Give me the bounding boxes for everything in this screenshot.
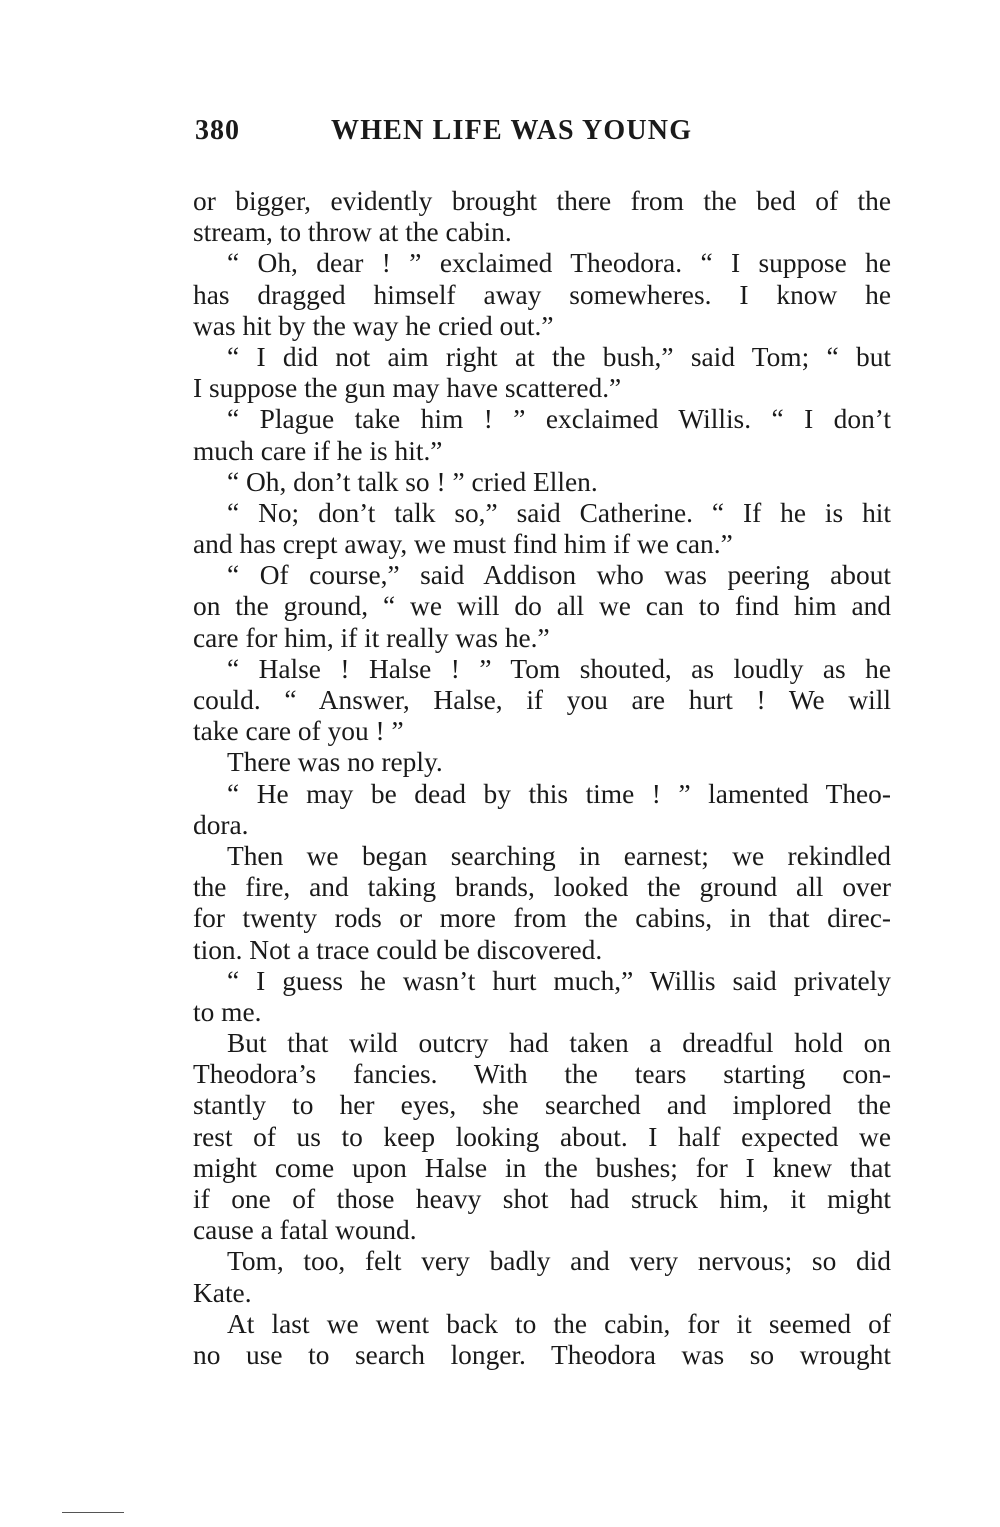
running-head [195, 115, 755, 155]
text-line: But that wild outcry had taken a dreadful hold on [227, 1028, 891, 1059]
text-line: the fire, and taking brands, looked the ground all over [193, 872, 891, 903]
text-line: “ Plague take him ! ” exclaimed Willis. “ I don’t [227, 404, 891, 435]
text-line: was hit by the way he cried out.” [193, 310, 554, 341]
text-line: At last we went back to the cabin, for it seemed of [227, 1308, 891, 1339]
text-line: no use to search longer. Theodora was so wrought [193, 1339, 891, 1370]
book-title: WHEN LIFE WAS YOUNG [331, 115, 693, 146]
text-line: “ Halse ! Halse ! ” Tom shouted, as loudly as he [227, 653, 891, 684]
text-line: Tom, too, felt very badly and very nervous; so did [227, 1246, 891, 1277]
text-line: could. “ Answer, Halse, if you are hurt ! We will [193, 685, 891, 715]
text-line: stantly to her eyes, she searched and implored the [193, 1090, 891, 1121]
text-line: I suppose the gun may have scattered.” [193, 373, 622, 404]
text-line: or bigger, evidently brought there from the bed of the [193, 186, 891, 216]
text-line: and has crept away, we must find him if we can.” [193, 529, 733, 560]
text-line: Kate. [193, 1277, 252, 1308]
text-line: “ He may be dead by this time ! ” lamented Theo- [227, 778, 891, 809]
page-number: 380 [195, 115, 240, 146]
text-line: rest of us to keep looking about. I half expected we [193, 1121, 891, 1152]
text-line: might come upon Halse in the bushes; for I knew that [193, 1152, 891, 1183]
text-line: has dragged himself away somewheres. I know he [193, 279, 891, 310]
text-line: if one of those heavy shot had struck him, it might [193, 1184, 891, 1214]
body-text [193, 186, 891, 1371]
text-line: tion. Not a trace could be discovered. [193, 934, 603, 965]
text-line: much care if he is hit.” [193, 435, 443, 466]
text-line: for twenty rods or more from the cabins, in that direc- [193, 903, 891, 934]
text-line: “ Oh, don’t talk so ! ” cried Ellen. [227, 466, 598, 497]
text-line: Then we began searching in earnest; we rekindled [227, 840, 891, 871]
text-line: Theodora’s fancies. With the tears starting con- [193, 1059, 891, 1090]
footer-rule [62, 1512, 124, 1513]
text-line: stream, to throw at the cabin. [193, 217, 512, 248]
text-line: to me. [193, 996, 262, 1027]
text-line: “ No; don’t talk so,” said Catherine. “ If he is hit [227, 497, 891, 528]
text-line: cause a fatal wound. [193, 1215, 417, 1246]
text-line: “ Oh, dear ! ” exclaimed Theodora. “ I suppose he [227, 248, 891, 279]
text-line: on the ground, “ we will do all we can to find him and [193, 591, 891, 622]
text-line: dora. [193, 809, 249, 840]
text-line: care for him, if it really was he.” [193, 622, 550, 653]
text-line: “ Of course,” said Addison who was peering about [227, 560, 891, 591]
text-line: take care of you ! ” [193, 716, 404, 747]
text-line: “ I did not aim right at the bush,” said Tom; “ but [227, 341, 891, 372]
text-line: “ I guess he wasn’t hurt much,” Willis said privately [227, 965, 891, 996]
text-line: There was no reply. [227, 747, 443, 778]
